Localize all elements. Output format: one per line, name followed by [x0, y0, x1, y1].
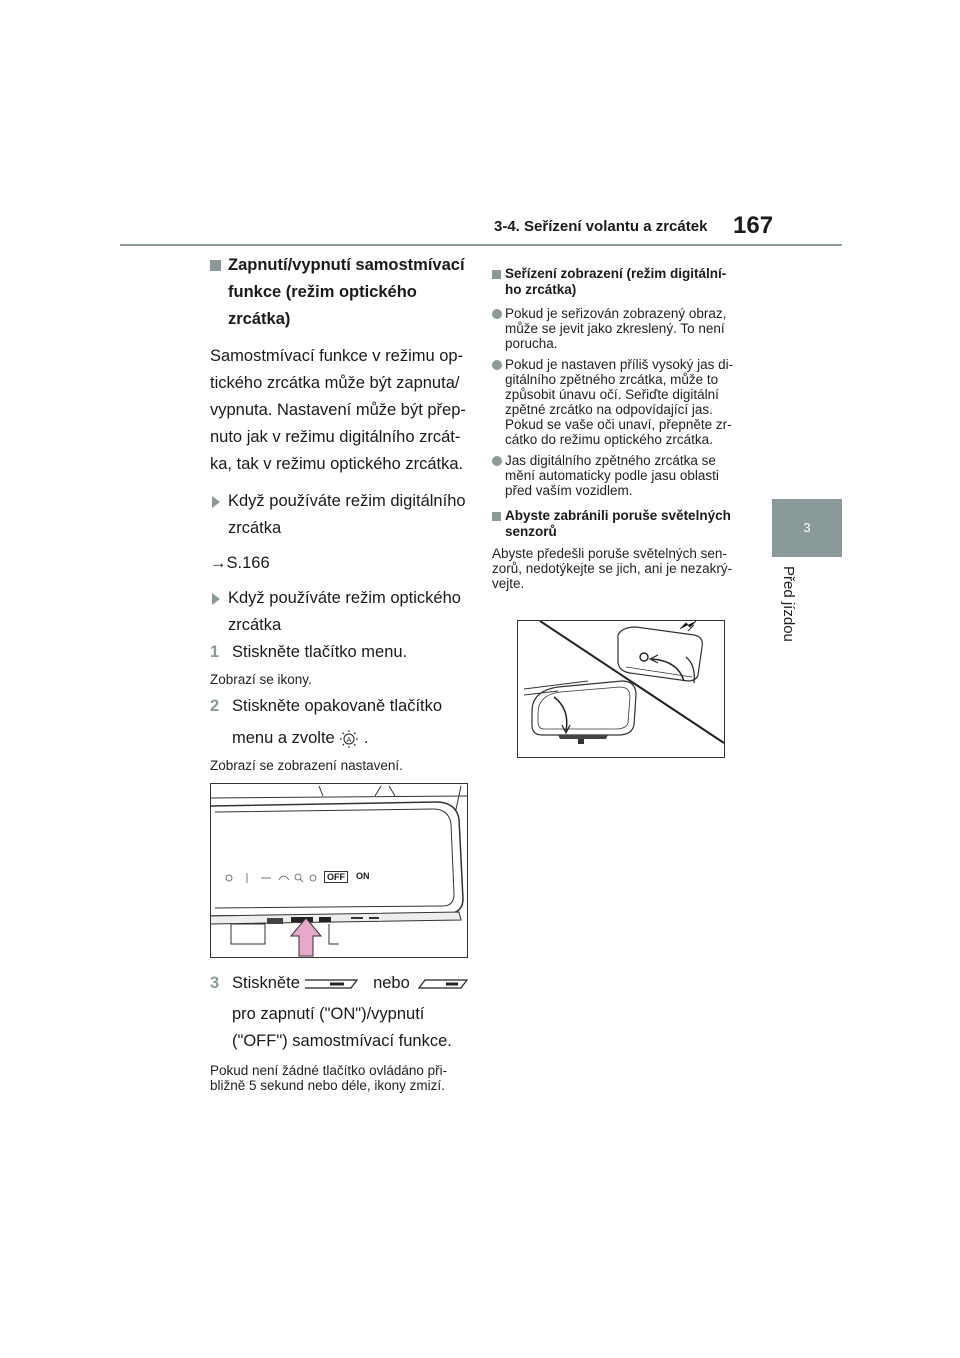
chapter-number: 3 — [803, 520, 811, 535]
bullet-item — [492, 357, 748, 447]
bullet-line: způsobit únavu očí. Seřiďte digitální — [505, 387, 719, 402]
bullet-line: Jas digitálního zpětného zrcátka se — [505, 453, 716, 468]
sensor-illustration — [518, 621, 724, 757]
step-text: ("OFF") samostmívací funkce. — [232, 1032, 452, 1050]
left-column — [210, 252, 472, 1093]
on-indicator: ON — [356, 871, 370, 881]
step-text: Stiskněte — [232, 974, 300, 992]
sensor-paragraph — [492, 546, 748, 591]
bullet-line: před vaším vozidlem. — [505, 483, 633, 498]
triangle-bullet-icon — [212, 496, 220, 508]
square-bullet-icon — [210, 260, 221, 271]
digital-mode-line: zrcátka — [228, 519, 282, 537]
digital-mode-line: Když používáte režim digitálního — [228, 492, 466, 510]
step-number: 1 — [210, 643, 220, 661]
intro-paragraph — [210, 343, 472, 478]
step-3-note — [210, 1063, 472, 1093]
step-number: 3 — [210, 974, 220, 992]
step-text: pro zapnutí ("ON")/vypnutí — [232, 1005, 425, 1023]
square-bullet-icon — [492, 270, 501, 279]
intro-line: ka, tak v režimu optického zrcátka. — [210, 455, 464, 473]
note-line: bližně 5 sekund nebo déle, ikony zmizí. — [210, 1078, 445, 1093]
step-note: Zobrazí se ikony. — [210, 672, 312, 687]
sensor-location-figure — [517, 620, 725, 758]
intro-line: nuto jak v režimu digitálního zrcát- — [210, 428, 461, 446]
triangle-bullet-icon — [212, 593, 220, 605]
digital-mode-item — [210, 488, 472, 542]
circle-bullet-icon — [492, 360, 502, 370]
circle-bullet-icon — [492, 456, 502, 466]
section-heading-autodim — [210, 252, 472, 333]
bullet-item — [492, 306, 748, 351]
bullet-line: cátko do režimu optického zrcátka. — [505, 432, 713, 447]
bullet-line: mění automaticky podle jasu oblasti — [505, 468, 719, 483]
optical-mode-line: zrcátka — [228, 616, 282, 634]
header-divider — [120, 244, 842, 246]
optical-mode-line: Když používáte režim optického — [228, 589, 461, 607]
heading-line: Seřízení zobrazení (režim digitální- — [505, 266, 727, 281]
intro-line: vypnuta. Nastavení může být přep- — [210, 401, 466, 419]
heading-line: funkce (režim optického zrcátka) — [228, 283, 417, 328]
right-button-icon — [418, 978, 468, 990]
step-text: menu a zvolte — [232, 729, 335, 747]
step-3 — [210, 970, 472, 1055]
step-1 — [210, 639, 472, 666]
svg-text:A: A — [346, 736, 352, 744]
step-number: 2 — [210, 697, 220, 715]
bullet-line: může se jevit jako zkreslený. To není — [505, 321, 725, 336]
heading-line: ho zrcátka) — [505, 282, 577, 297]
bullet-line: Pokud se vaše oči unaví, přepněte zr- — [505, 417, 732, 432]
step-text: nebo — [373, 974, 410, 992]
paragraph-line: Abyste předešli poruše světelných sen- — [492, 546, 727, 561]
bullet-line: zpětné zrcátko na odpovídající jas. — [505, 402, 713, 417]
step-2 — [210, 693, 472, 752]
bullet-line: porucha. — [505, 336, 558, 351]
circle-bullet-icon — [492, 309, 502, 319]
mirror-buttons-figure — [210, 783, 468, 958]
page-reference-link[interactable]: →S.166 — [210, 554, 270, 572]
bullet-line: Pokud je nastaven příliš vysoký jas di- — [505, 357, 734, 372]
brightness-auto-icon — [339, 729, 359, 749]
page-number: 167 — [733, 212, 774, 239]
off-indicator: OFF — [324, 871, 348, 883]
chapter-label: Před jízdou — [780, 566, 797, 642]
heading-line: Abyste zabránili poruše světelných — [505, 508, 731, 523]
paragraph-line: vejte. — [492, 576, 525, 591]
bullet-line: gitálního zpětného zrcátka, může to — [505, 372, 719, 387]
bullet-line: Pokud je seřizován zobrazený obraz, — [505, 306, 727, 321]
left-button-icon — [304, 978, 358, 990]
paragraph-line: zorů, nedotýkejte se jich, ani je nezakrý- — [492, 561, 733, 576]
step-text: . — [363, 729, 369, 747]
intro-line: Samostmívací funkce v režimu op- — [210, 347, 464, 365]
section-heading-display-adjust — [492, 266, 748, 298]
section-heading-light-sensors — [492, 508, 748, 540]
note-line: Pokud není žádné tlačítko ovládáno při- — [210, 1063, 448, 1078]
section-title: 3-4. Seřízení volantu a zrcátek — [494, 218, 708, 235]
heading-line: senzorů — [505, 524, 557, 539]
intro-line: tického zrcátka může být zapnuta/ — [210, 374, 460, 392]
step-note: Zobrazí se zobrazení nastavení. — [210, 758, 403, 773]
step-text: Stiskněte opakovaně tlačítko — [232, 697, 443, 715]
bullet-item — [492, 453, 748, 498]
heading-line: Zapnutí/vypnutí samostmívací — [228, 256, 465, 274]
right-column — [492, 266, 748, 591]
square-bullet-icon — [492, 512, 501, 521]
optical-mode-item — [210, 585, 472, 639]
step-text: Stiskněte tlačítko menu. — [232, 643, 408, 661]
